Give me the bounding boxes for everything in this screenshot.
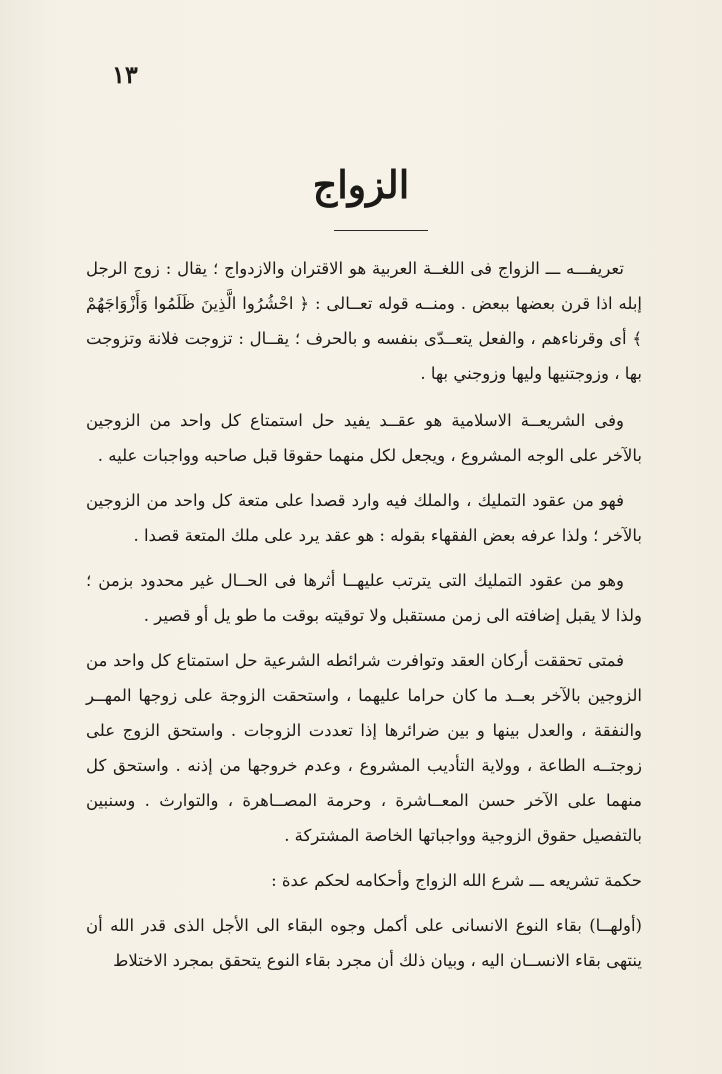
paragraph-rights: فمتى تحققت أركان العقد وتوافرت شرائطه الشرعية حل استمتاع كل واحد من الزوجين بالآخر بعــد ما كان حراما عليهما ، واستحقت الزوجة على زوجها المهــر والنفقة ، والعدل بينها و بين ضرائرها إذا تعددت الزوجات . واستحق الزوج على زوجتــه الطاعة ، وولاية التأديب المشروع ، وعدم خروجها من إذنه . واستحق كل منهما على الآخر حسن المعــاشرة ، وحرمة المصــاهرة ، والتوارث . وسنبين بالتفصيل حقوق الزوجية وواجباتها الخاصة المشتركة . [86, 651, 642, 845]
paragraph-first-wisdom: (أولهــا) بقاء النوع الانسانى على أكمل وجوه البقاء الى الأجل الذى قدر الله أن ينتهى بقاء الانســان اليه ، وبيان ذلك أن مجرد بقاء النوع يتحقق بمجرد الاختلاط [86, 916, 642, 970]
paragraph-ownership: فهو من عقود التمليك ، والملك فيه وارد قصدا على متعة كل واحد من الزوجين بالآخر ؛ ولذا عرفه بعض الفقهاء بقوله : هو عقد يرد على ملك المتعة قصدا . [86, 491, 642, 545]
paragraph-definition: تعريفـــه ـــ الزواج فى اللغــة العربية هو الاقتران والازدواج ؛ يقال : زوج الرجل إبله اذا قرن بعضها ببعض . ومنــه قوله تعــالى : ﴿ احْشُرُوا الَّذِينَ ظَلَمُوا وَأَزْوَاجَهُمْ ﴾ أى وقرناءهم ، والفعل يتعــدّى بنفسه و بالحرف ؛ يقــال : تزوجت فلانة وتزوجت بها ، وزوجتنيها وليها وزوجني بها . [86, 259, 642, 383]
chapter-title: الزواج [312, 162, 410, 207]
title-underline [334, 230, 428, 231]
paragraph-contract-effect: وهو من عقود التمليك التى يترتب عليهــا أثرها فى الحــال غير محدود بزمن ؛ ولذا لا يقبل إضافته الى زمن مستقبل ولا توقيته بوقت ما طو يل أو قصير . [86, 571, 642, 625]
paragraph-wisdom-heading: حكمة تشريعه ـــ شرع الله الزواج وأحكامه لحكم عدة : [271, 871, 642, 890]
body-text [86, 251, 642, 988]
page-number: ١٣ [112, 60, 138, 89]
paragraph-sharia: وفى الشريعــة الاسلامية هو عقــد يفيد حل استمتاع كل واحد من الزوجين بالآخر على الوجه المشروع ، ويجعل لكل منهما حقوقا قبل صاحبه وواجبات عليه . [86, 411, 642, 465]
